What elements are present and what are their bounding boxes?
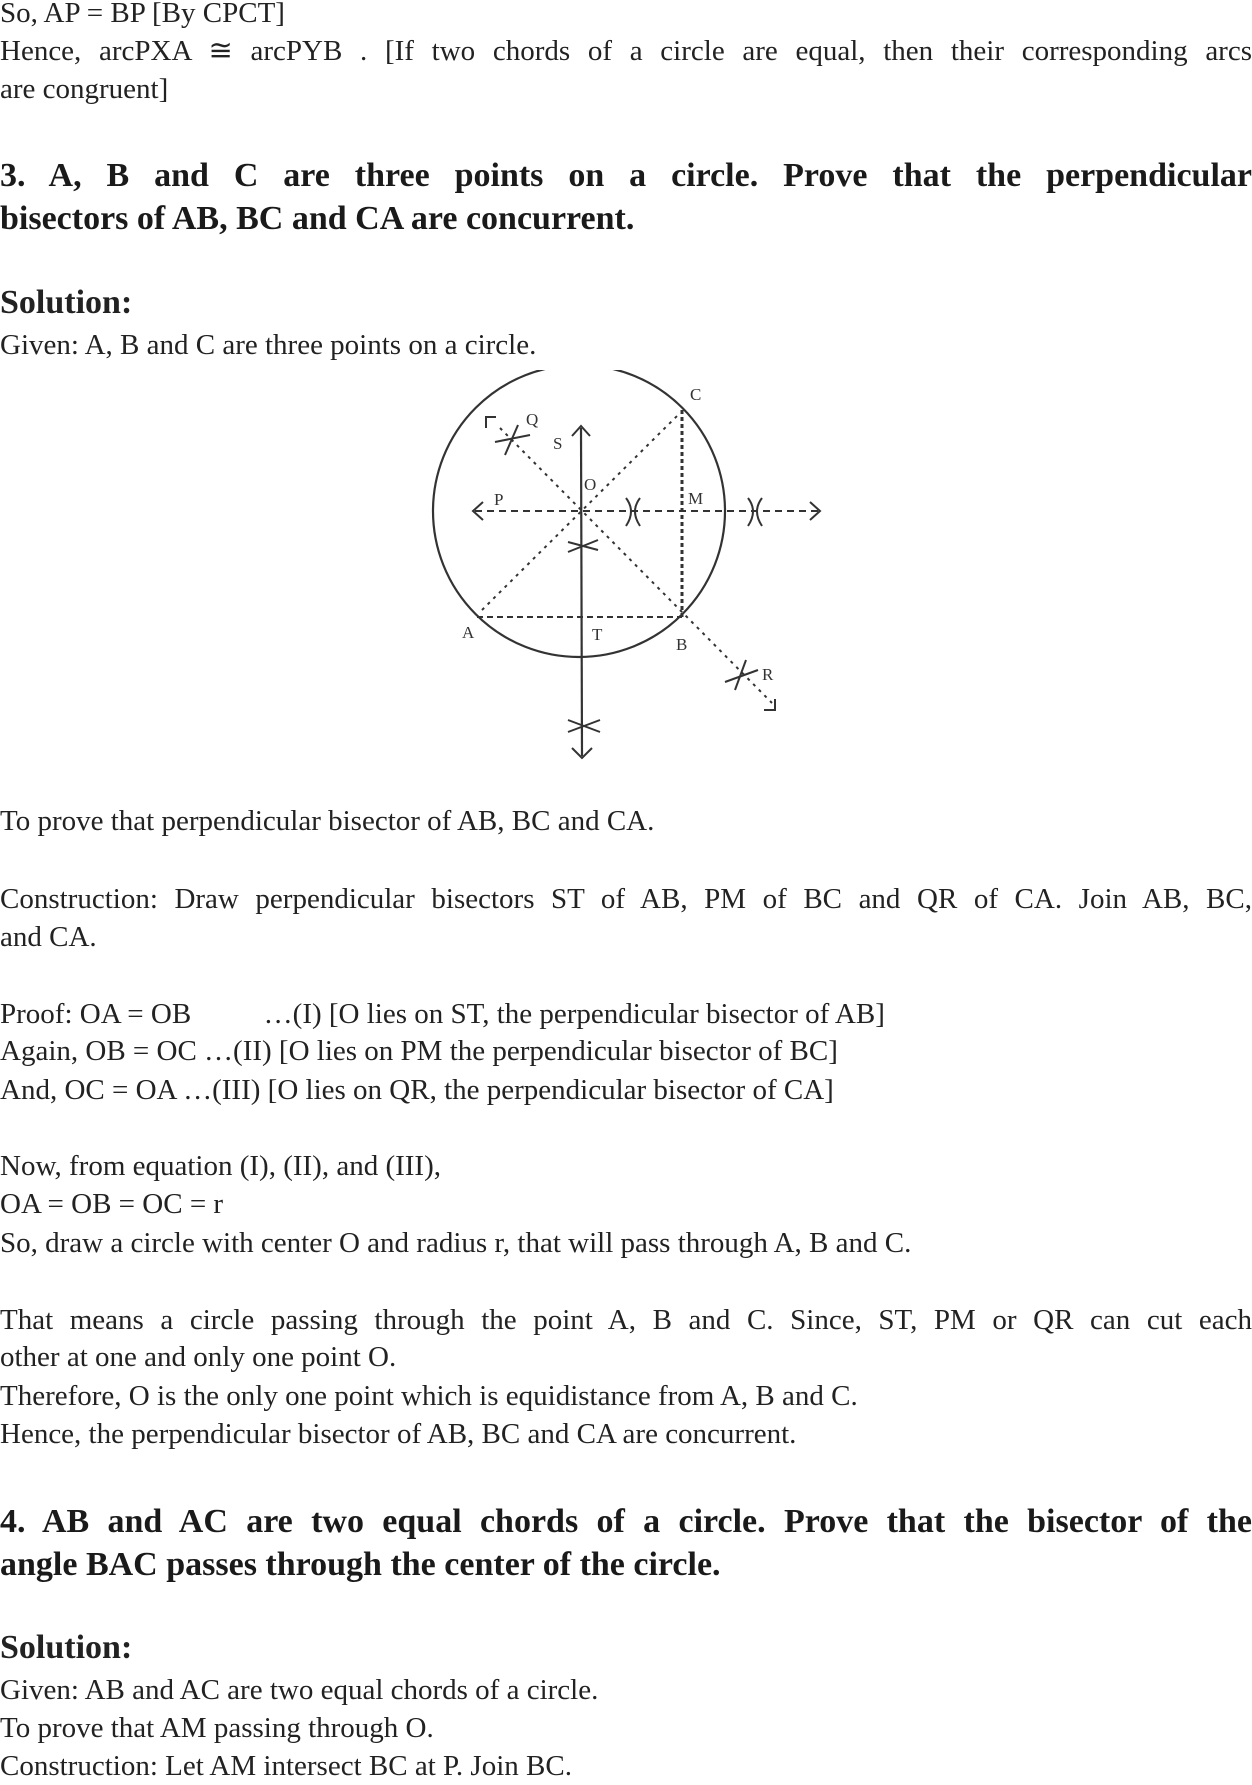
text-line: To prove that perpendicular bisector of AB, BC and CA. [0,805,655,837]
text-line: and CA. [0,921,97,953]
label-t: T [592,625,603,644]
bisector-qr [500,428,772,703]
text-line: That means a circle passing through the point A, B and C. Since, ST, PM or QR can cut each [0,1304,1252,1336]
label-b: B [676,635,688,654]
text-line: Proof: OA = OB …(I) [O lies on ST, the perpendicular bisector of AB] [0,998,885,1030]
label-o: O [584,475,597,494]
text-line: other at one and only one point O. [0,1341,397,1373]
text-line: To prove that AM passing through O. [0,1712,434,1744]
question-3-heading: 3. A, B and C are three points on a circle. Prove that the perpendicular [0,157,1252,194]
text-line: And, OC = OA …(III) [O lies on QR, the perpendicular bisector of CA] [0,1074,834,1106]
text-line: Now, from equation (I), (II), and (III), [0,1150,441,1182]
text-line: Therefore, O is the only one point which is equidistance from A, B and C. [0,1380,858,1412]
text-line: So, AP = BP [By CPCT] [0,0,285,29]
solution-heading: Solution: [0,284,133,321]
text-line: Hence, the perpendicular bisector of AB, BC and CA are concurrent. [0,1418,797,1450]
text-line: Construction: Let AM intersect BC at P. Join BC. [0,1750,572,1782]
arrow-q-icon [486,417,496,428]
label-p: P [494,490,504,509]
question-4-heading-cont: angle BAC passes through the center of the circle. [0,1546,721,1583]
question-3-heading-cont: bisectors of AB, BC and CA are concurrent. [0,200,635,237]
label-q: Q [526,410,539,429]
solution-heading: Solution: [0,1629,133,1666]
label-a: A [462,623,475,642]
text-line: Given: A, B and C are three points on a circle. [0,329,537,361]
circle-construction-diagram [400,370,850,770]
label-c: C [690,385,702,404]
question-4-heading: 4. AB and AC are two equal chords of a circle. Prove that the bisector of the [0,1503,1252,1540]
text-line: OA = OB = OC = r [0,1188,224,1220]
text-line: Given: AB and AC are two equal chords of a circle. [0,1674,599,1706]
text-line: Construction: Draw perpendicular bisectors ST of AB, PM of BC and QR of CA. Join AB, BC, [0,883,1252,915]
text-line: So, draw a circle with center O and radius r, that will pass through A, B and C. [0,1227,912,1259]
text-line: are congruent] [0,73,169,105]
label-m: M [688,489,704,508]
perpendicular-bisector-st [581,428,582,756]
text-line: Again, OB = OC …(II) [O lies on PM the perpendicular bisector of BC] [0,1035,838,1067]
label-s: S [553,434,563,453]
label-r: R [762,665,774,684]
arrow-r-icon [764,699,775,710]
text-line: Hence, arcPXA ≅ arcPYB . [If two chords of a circle are equal, then their corresponding arcs [0,35,1252,67]
